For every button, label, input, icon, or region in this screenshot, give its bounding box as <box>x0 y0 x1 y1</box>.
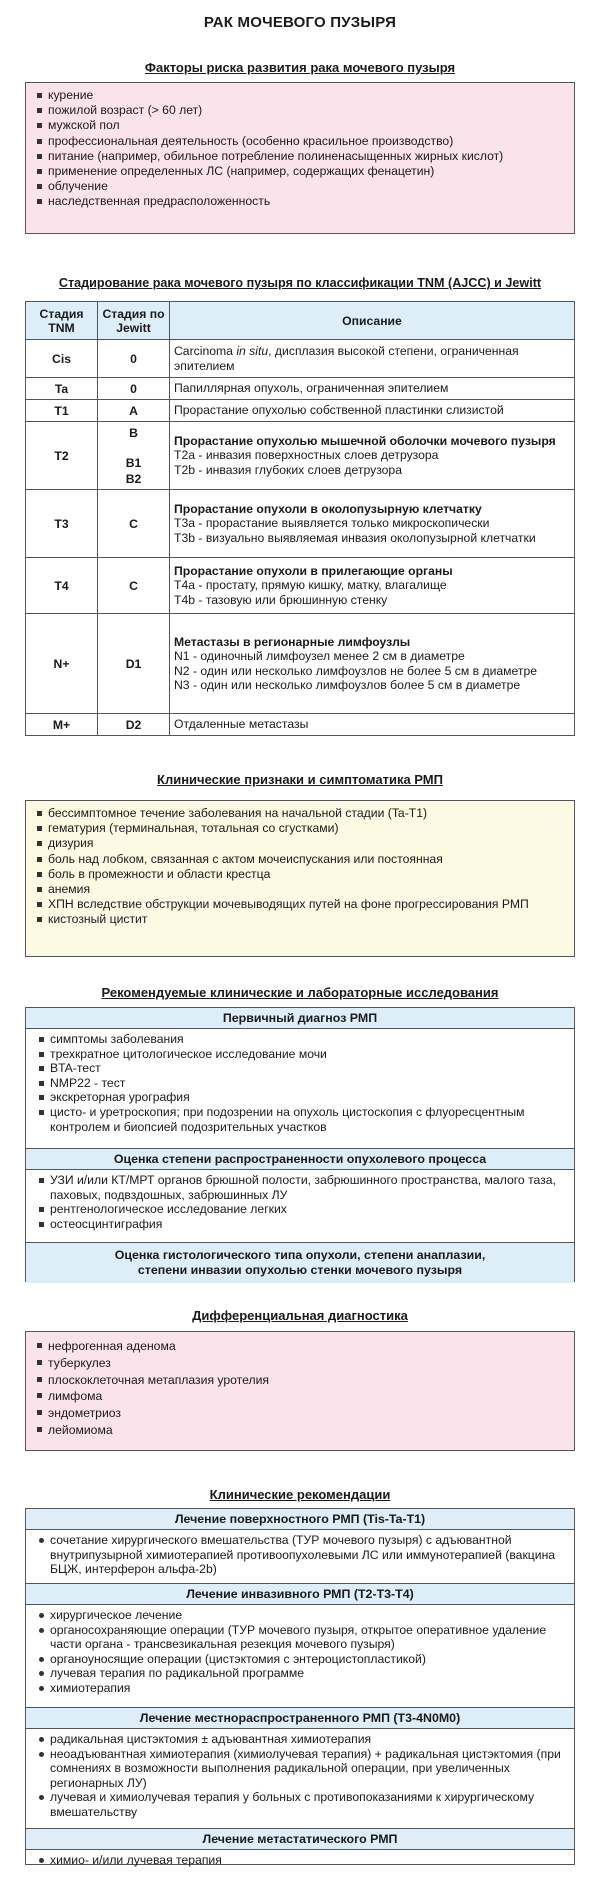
spread-assessment-body <box>26 1170 574 1242</box>
table-row <box>26 558 575 614</box>
stage-jewitt: C <box>98 558 170 614</box>
research-section-title: Рекомендуемые клинические и лабораторные исследования <box>101 985 499 1000</box>
list-item: рентгенологическое исследование легких <box>36 1202 568 1217</box>
table-row <box>26 340 575 378</box>
local-treatment-body <box>26 1729 574 1828</box>
list-item: химио- и/или лучевая терапия <box>36 1853 568 1868</box>
page-title: РАК МОЧЕВОГО ПУЗЫРЯ <box>203 14 397 31</box>
stage-tnm: M+ <box>26 714 98 736</box>
histology-assessment-header: Оценка гистологического типа опухоли, степени анаплазии, степени инвазии опухолью стенки мочевого пузыря <box>26 1242 574 1283</box>
list-item: ХПН вследствие обструкции мочевыводящих путей на фоне прогрессирования РМП <box>34 897 566 912</box>
differential-box <box>25 1331 575 1451</box>
stage-description: Метастазы в регионарные лимфоузлы N1 - одиночный лимфоузел менее 2 см в диаметре N2 - один или несколько лимфоузлов не более 5 см в диаметре N3 - один или несколько лимфоузлов более 5 см в диаметре <box>170 614 575 714</box>
research-box <box>25 1007 575 1282</box>
list-item: симптомы заболевания <box>36 1032 568 1047</box>
stage-description: Папиллярная опухоль, ограниченная эпителием <box>170 378 575 400</box>
differential-section-title: Дифференциальная диагностика <box>192 1308 408 1323</box>
stage-tnm: T2 <box>26 422 98 490</box>
stage-jewitt: C <box>98 490 170 558</box>
list-item: наследственная предрасположенность <box>34 194 566 209</box>
stage-tnm: N+ <box>26 614 98 714</box>
stage-jewitt: B B1 B2 <box>98 422 170 490</box>
stage-description: Прорастание опухолью мышечной оболочки мочевого пузыря T2a - инвазия поверхностных слоев детрузора T2b - инвазия глубоких слоев детрузора <box>170 422 575 490</box>
stage-jewitt: D2 <box>98 714 170 736</box>
table-header-row <box>26 302 575 340</box>
list-item: дизурия <box>34 836 566 851</box>
list-item: бессимптомное течение заболевания на начальной стадии (Ta-T1) <box>34 806 566 821</box>
superficial-treatment-body <box>26 1530 574 1583</box>
list-item: лучевая терапия по радикальной программе <box>36 1666 568 1681</box>
recommendations-section-title: Клинические рекомендации <box>209 1487 391 1502</box>
list-item: применение определенных ЛС (например, содержащих фенацетин) <box>34 164 566 179</box>
local-treatment-header: Лечение местнораспространенного РМП (T3-4N0M0) <box>26 1707 574 1729</box>
list-item: курение <box>34 88 566 103</box>
risk-factors-box <box>25 82 575 234</box>
list-item: кистозный цистит <box>34 912 566 927</box>
stage-jewitt: 0 <box>98 340 170 378</box>
table-row <box>26 714 575 736</box>
clinical-section-title: Клинические признаки и симптоматика РМП <box>157 772 443 787</box>
list-item: нефрогенная аденома <box>34 1338 566 1355</box>
clinical-signs-box <box>25 800 575 957</box>
stage-description: Carcinoma in situ, дисплазия высокой степени, ограниченная эпителием <box>170 340 575 378</box>
list-item: сочетание хирургического вмешательства (ТУР мочевого пузыря) с адъювантной внутрипузырной химиотерапией противоопухолевыми ЛС или иммунотерапией (вакцина БЦЖ, интерферон альфа-2b) <box>36 1533 568 1577</box>
primary-diagnosis-header: Первичный диагноз РМП <box>26 1008 574 1029</box>
list-item: питание (например, обильное потребление полиненасыщенных жирных кислот) <box>34 149 566 164</box>
table-row <box>26 378 575 400</box>
recommendations-box <box>25 1508 575 1865</box>
risk-factors-list <box>34 88 566 210</box>
list-item: облучение <box>34 179 566 194</box>
list-item: трехкратное цитологическое исследование мочи <box>36 1047 568 1062</box>
staging-table <box>25 301 575 736</box>
list-item: неоадъювантная химиотерапия (химиолучевая терапия) + радикальная цистэктомия (при сомнениях в возможности выполнения радикальной операции, при увеличенных регионарных ЛУ) <box>36 1747 568 1791</box>
clinical-signs-list <box>34 806 566 928</box>
stage-description: Прорастание опухоли в околопузырную клетчатку T3a - прорастание выявляется только микроскопически T3b - визуально выявляемая инвазия околопузырной клетчатки <box>170 490 575 558</box>
list-item: остеосцинтиграфия <box>36 1217 568 1232</box>
primary-diagnosis-body <box>26 1029 574 1148</box>
table-row <box>26 614 575 714</box>
list-item: хирургическое лечение <box>36 1608 568 1623</box>
list-item: цисто- и уретроскопия; при подозрении на опухоль цистоскопия с флуоресцентным контролем и биопсией подозрительных участков <box>36 1105 568 1134</box>
metastatic-treatment-header: Лечение метастатического РМП <box>26 1828 574 1850</box>
stage-tnm: T3 <box>26 490 98 558</box>
list-item: BTA-тест <box>36 1061 568 1076</box>
stage-jewitt: 0 <box>98 378 170 400</box>
staging-section-title: Стадирование рака мочевого пузыря по классификации TNM (AJCC) и Jewitt <box>58 276 542 290</box>
metastatic-treatment-body <box>26 1850 574 1871</box>
stage-description: Прорастание опухоли в прилегающие органы T4a - простату, прямую кишку, матку, влагалище T4b - тазовую или брюшинную стенку <box>170 558 575 614</box>
list-item: боль над лобком, связанная с актом мочеиспускания или постоянная <box>34 852 566 867</box>
invasive-treatment-header: Лечение инвазивного РМП (T2-T3-T4) <box>26 1583 574 1605</box>
spread-assessment-header: Оценка степени распространенности опухолевого процесса <box>26 1148 574 1170</box>
header-jewitt: Стадия по Jewitt <box>98 302 170 340</box>
list-item: лейомиома <box>34 1422 566 1439</box>
invasive-treatment-body <box>26 1605 574 1707</box>
list-item: гематурия (терминальная, тотальная со сгустками) <box>34 821 566 836</box>
stage-tnm: Cis <box>26 340 98 378</box>
superficial-treatment-header: Лечение поверхностного РМП (Tis-Ta-T1) <box>26 1509 574 1530</box>
stage-jewitt: D1 <box>98 614 170 714</box>
stage-tnm: Ta <box>26 378 98 400</box>
list-item: NMP22 - тест <box>36 1076 568 1091</box>
stage-jewitt: A <box>98 400 170 422</box>
header-description: Описание <box>170 302 575 340</box>
list-item: анемия <box>34 882 566 897</box>
list-item: плоскоклеточная метаплазия уротелия <box>34 1372 566 1389</box>
list-item: органоуносящие операции (цистэктомия с энтероцистопластикой) <box>36 1652 568 1667</box>
table-row <box>26 400 575 422</box>
header-tnm: Стадия TNM <box>26 302 98 340</box>
list-item: радикальная цистэктомия ± адъювантная химиотерапия <box>36 1732 568 1747</box>
list-item: химиотерапия <box>36 1681 568 1696</box>
list-item: туберкулез <box>34 1355 566 1372</box>
list-item: пожилой возраст (> 60 лет) <box>34 103 566 118</box>
stage-tnm: T1 <box>26 400 98 422</box>
risk-section-title: Факторы риска развития рака мочевого пузыря <box>144 60 456 75</box>
list-item: профессиональная деятельность (особенно красильное производство) <box>34 134 566 149</box>
list-item: боль в промежности и области крестца <box>34 867 566 882</box>
list-item: УЗИ и/или КТ/МРТ органов брюшной полости, забрюшинного пространства, малого таза, паховых, подвздошных, забрюшинных ЛУ <box>36 1173 568 1202</box>
differential-list <box>34 1338 566 1439</box>
stage-tnm: T4 <box>26 558 98 614</box>
table-row <box>26 422 575 490</box>
list-item: мужской пол <box>34 118 566 133</box>
list-item: эндометриоз <box>34 1405 566 1422</box>
list-item: экскреторная урография <box>36 1090 568 1105</box>
table-row <box>26 490 575 558</box>
stage-description: Прорастание опухолью собственной пластинки слизистой <box>170 400 575 422</box>
list-item: органосохраняющие операции (ТУР мочевого пузыря, открытое оперативное удаление части органа - трансвезикальная резекция мочевого пузыря) <box>36 1623 568 1652</box>
stage-description: Отдаленные метастазы <box>170 714 575 736</box>
list-item: лимфома <box>34 1388 566 1405</box>
list-item: лучевая и химиолучевая терапия у больных с противопоказаниями к хирургическому вмешательству <box>36 1790 568 1819</box>
